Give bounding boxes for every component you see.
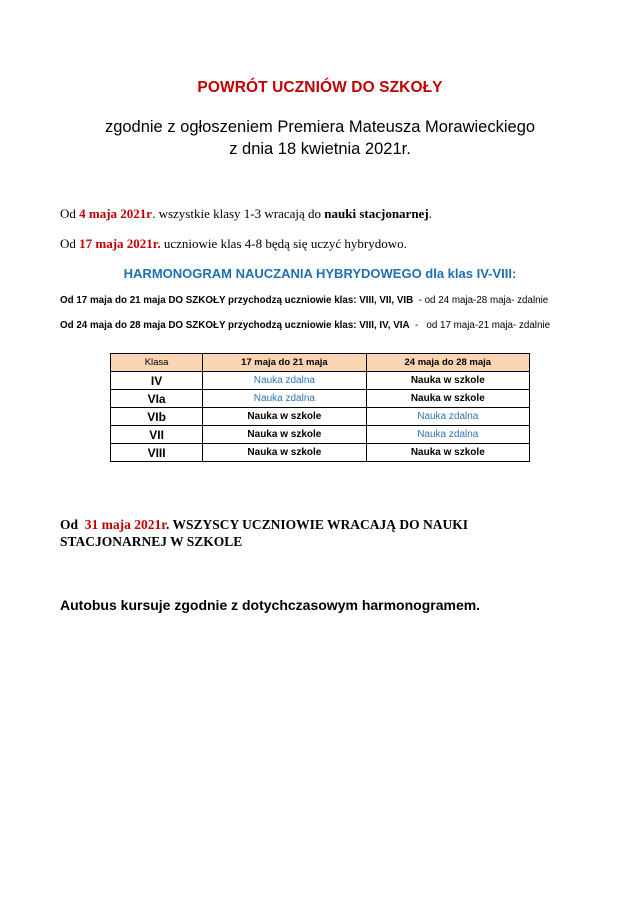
table-row xyxy=(111,426,530,444)
subtitle-line-2: z dnia 18 kwietnia 2021r. xyxy=(229,140,411,158)
schedule-line-2-rest: - od 17 maja-21 maja- zdalnie xyxy=(409,320,551,331)
class-cell: VIa xyxy=(111,390,203,408)
table-header-week-2: 24 maja do 28 maja xyxy=(366,354,529,372)
para2-rest: uczniowie klas 4-8 będą się uczyć hybrydowo. xyxy=(160,236,407,251)
table-row xyxy=(111,390,530,408)
page-title: POWRÓT UCZNIÓW DO SZKOŁY xyxy=(197,79,443,96)
week-2-cell: Nauka w szkole xyxy=(366,372,529,390)
table-header-klasa: Klasa xyxy=(111,354,203,372)
final-prefix: Od xyxy=(60,517,85,532)
schedule-line-1 xyxy=(60,295,548,306)
week-1-cell: Nauka w szkole xyxy=(203,444,366,462)
schedule-line-2 xyxy=(60,320,550,331)
schedule-line-1-bold: Od 17 maja do 21 maja DO SZKOŁY przychodzą uczniowie klas: VIII, VII, VIB xyxy=(60,295,414,306)
table-header-row xyxy=(111,354,530,372)
para2-prefix: Od xyxy=(60,236,80,251)
schedule-title: HARMONOGRAM NAUCZANIA HYBRYDOWEGO dla klas IV-VIII: xyxy=(123,266,517,281)
week-2-cell: Nauka w szkole xyxy=(366,444,529,462)
table-header-week-1: 17 maja do 21 maja xyxy=(203,354,366,372)
para1-bold: nauki stacjonarnej xyxy=(324,206,429,221)
table-row xyxy=(111,372,530,390)
week-2-cell: Nauka zdalna xyxy=(366,426,529,444)
week-2-cell: Nauka zdalna xyxy=(366,408,529,426)
week-1-cell: Nauka w szkole xyxy=(203,408,366,426)
return-announcement xyxy=(60,516,530,550)
paragraph-grades-1-3 xyxy=(60,206,432,222)
schedule-table xyxy=(110,353,530,462)
class-cell: VIb xyxy=(111,408,203,426)
class-cell: IV xyxy=(111,372,203,390)
week-1-cell: Nauka w szkole xyxy=(203,426,366,444)
para1-suffix: . xyxy=(428,206,432,221)
schedule-line-1-rest: - od 24 maja-28 maja- zdalnie xyxy=(413,295,549,306)
table-row xyxy=(111,444,530,462)
final-rest: . WSZYSCY UCZNIOWIE WRACAJĄ DO NAUKI STACJONARNEJ W SZKOLE xyxy=(60,517,469,549)
subtitle-line-1: zgodnie z ogłoszeniem Premiera Mateusza Morawieckiego xyxy=(104,118,536,136)
week-2-cell: Nauka w szkole xyxy=(366,390,529,408)
schedule-line-2-bold: Od 24 maja do 28 maja DO SZKOŁY przychodzą uczniowie klas: VIII, IV, VIA xyxy=(60,320,410,331)
week-1-cell: Nauka zdalna xyxy=(203,390,366,408)
bus-note: Autobus kursuje zgodnie z dotychczasowym harmonogramem. xyxy=(60,597,481,613)
para1-prefix: Od xyxy=(60,206,80,221)
final-date: 31 maja 2021r xyxy=(84,517,167,532)
paragraph-grades-4-8 xyxy=(60,236,407,252)
para1-date: 4 maja 2021r xyxy=(79,206,153,221)
class-cell: VII xyxy=(111,426,203,444)
para1-middle: . wszystkie klasy 1-3 wracają do xyxy=(152,206,325,221)
week-1-cell: Nauka zdalna xyxy=(203,372,366,390)
table-row xyxy=(111,408,530,426)
para2-date: 17 maja 2021r. xyxy=(79,236,161,251)
class-cell: VIII xyxy=(111,444,203,462)
